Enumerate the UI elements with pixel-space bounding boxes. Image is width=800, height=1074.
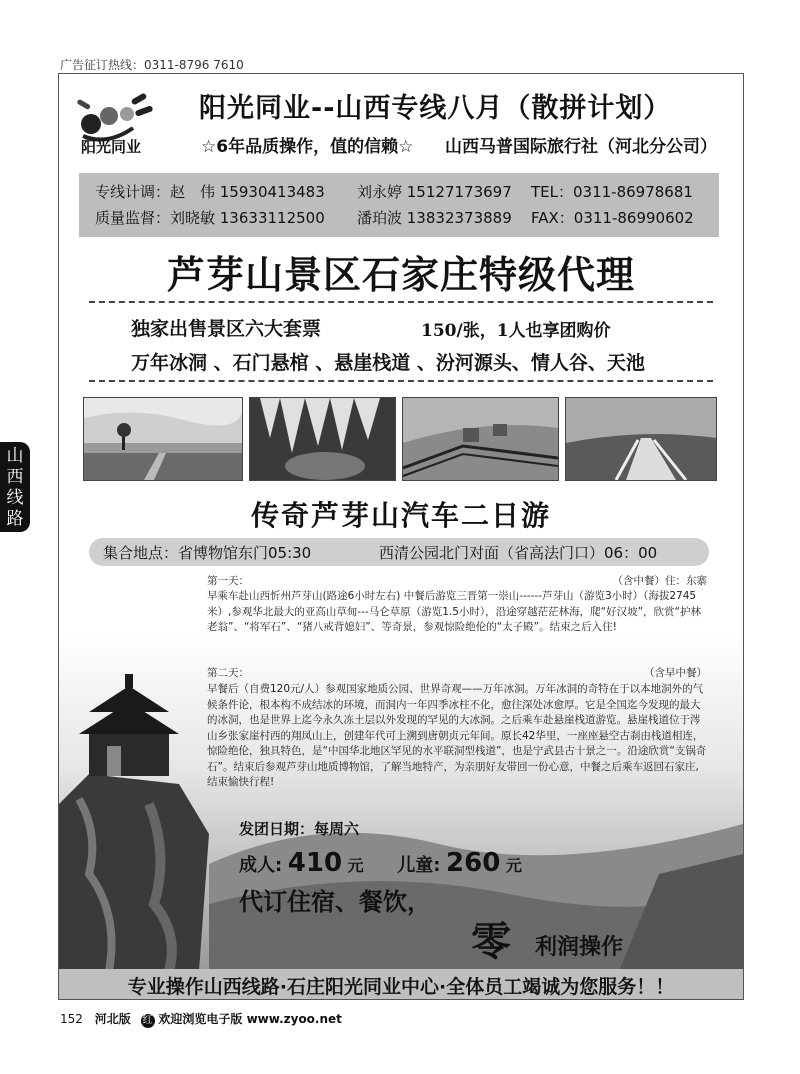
day2-meals: （含早中餐） <box>644 667 707 679</box>
grassland-photo <box>83 397 243 481</box>
side-tab-char: 西 <box>6 467 24 487</box>
bottom-slogan: 专业操作山西线路·石庄阳光同业中心·全体员工竭诚为您服务！！ <box>127 976 675 998</box>
contact-line1-a: 专线计调：赵 伟 15930413483 <box>95 183 325 201</box>
forest-walkway-photo <box>565 397 717 481</box>
ice-cave-photo <box>249 397 396 481</box>
contact-fax: FAX：0311-86990602 <box>531 209 694 227</box>
welcome-text: 欢迎浏览电子版 www.zyoo.net <box>158 1012 342 1026</box>
agency-name: 山西马普国际旅行社（河北分公司） <box>445 137 717 157</box>
logo-text: 阳光同业 <box>81 138 142 156</box>
day1-description: 早乘车赴山西忻州芦芽山(路途6小时左右) 中餐后游览三晋第一崇山------芦芽山（游览3小时）（海拔2745米）,参观华北最大的亚高山草甸---马仑草原（游览1.5小时），沿途穿越茫茫林海，爬“好汉坡”，欣赏“护林老翁”、“将军石”、“猪八戒背媳妇”、等奇景，参观惊险绝伦的“太子殿”。结束之后入住! <box>207 590 701 633</box>
departure-date: 发团日期：每周六 <box>239 820 360 838</box>
promo-sites: 万年冰洞 、石门悬棺 、悬崖栈道 、汾河源头、情人谷、天池 <box>131 352 645 374</box>
child-price: 260 <box>446 848 501 878</box>
meeting-point-bar <box>89 538 709 566</box>
side-tab-char: 路 <box>6 509 24 529</box>
day2-label: 第二天： <box>207 667 249 679</box>
hotline-text: 广告征订热线：0311-8796 7610 <box>60 58 244 72</box>
header-title: 阳光同业--山西专线八月（散拼计划） <box>199 93 672 124</box>
day1-meals: （含中餐）住：东寨 <box>612 575 707 587</box>
bottom-slogan-bar <box>59 969 743 999</box>
side-tab-char: 线 <box>6 488 24 508</box>
red-badge-icon: 红 <box>142 1015 153 1026</box>
page-footer <box>60 1010 342 1028</box>
tour-title: 传奇芦芽山汽车二日游 <box>250 499 551 532</box>
profit-text: 利润操作 <box>535 935 624 960</box>
adult-unit: 元 <box>347 856 364 875</box>
contact-tel: TEL：0311-86978681 <box>531 183 693 201</box>
promo-packages: 独家出售景区六大套票 <box>131 318 322 340</box>
contact-line2-b: 潘珀波 13832373889 <box>357 209 512 227</box>
side-tab-char: 山 <box>6 446 24 466</box>
promo-price-note: 150/张，1人也享团购价 <box>421 321 611 341</box>
adult-label: 成人: <box>239 855 283 876</box>
price-row <box>239 848 522 878</box>
booking-services: 代订住宿、餐饮， <box>239 888 431 916</box>
day2-description: 早餐后（自费120元/人）参观国家地质公园、世界奇观——万年冰洞。万年冰洞的奇特在于以本地洞外的气候条件论，根本构不成结冰的环境，而洞内一年四季冰柱不化，愈往深处冰愈厚。它是全国迄今发现的最大的冰洞，也是世界上迄今永久冻土层以外发现的罕见的大冰洞。之后乘车赴悬崖栈道游览。悬崖栈道位于涔山乡张家崖村西的翔凤山上，创建年代可上溯到唐朝贞元年间。原长42华里，一座座悬空古刹由栈道相连，惊险绝伦，独具特色，是“中国华北地区罕见的水平联洞型栈道”，也是宁武县古十景之一。沿途欣赏“支锅奇石”。结束后参观芦芽山地质博物馆，了解当地特产，为亲朋好友带回一份心意，中餐之后乘车返回石家庄,结束愉快行程! <box>207 683 707 788</box>
contact-box <box>79 173 719 237</box>
day1-label: 第一天： <box>207 575 249 587</box>
divider <box>89 380 713 382</box>
contact-line2-a: 质量监督：刘晓敏 13633112500 <box>95 209 325 227</box>
adult-price: 410 <box>287 848 343 878</box>
meeting-point-a: 集合地点：省博物馆东门05:30 <box>103 544 312 562</box>
meeting-point-b: 西清公园北门对面（省高法门口）06：00 <box>379 544 658 562</box>
day1-header <box>207 574 707 590</box>
ad-frame <box>58 73 744 1000</box>
tagline-left: ☆6年品质操作，值的信赖☆ <box>201 137 414 157</box>
contact-line1-b: 刘永婷 15127173697 <box>357 183 512 201</box>
side-tab <box>0 442 30 532</box>
cliff-path-photo <box>402 397 559 481</box>
edition-label: 河北版 <box>94 1012 131 1026</box>
promo-headline: 芦芽山景区石家庄特级代理 <box>166 252 635 297</box>
page-number: 152 <box>60 1012 83 1026</box>
zero-character: 零 <box>471 919 511 965</box>
child-label: 儿童: <box>397 855 441 876</box>
divider <box>89 301 713 303</box>
day2-header <box>207 666 707 682</box>
child-unit: 元 <box>505 856 522 875</box>
